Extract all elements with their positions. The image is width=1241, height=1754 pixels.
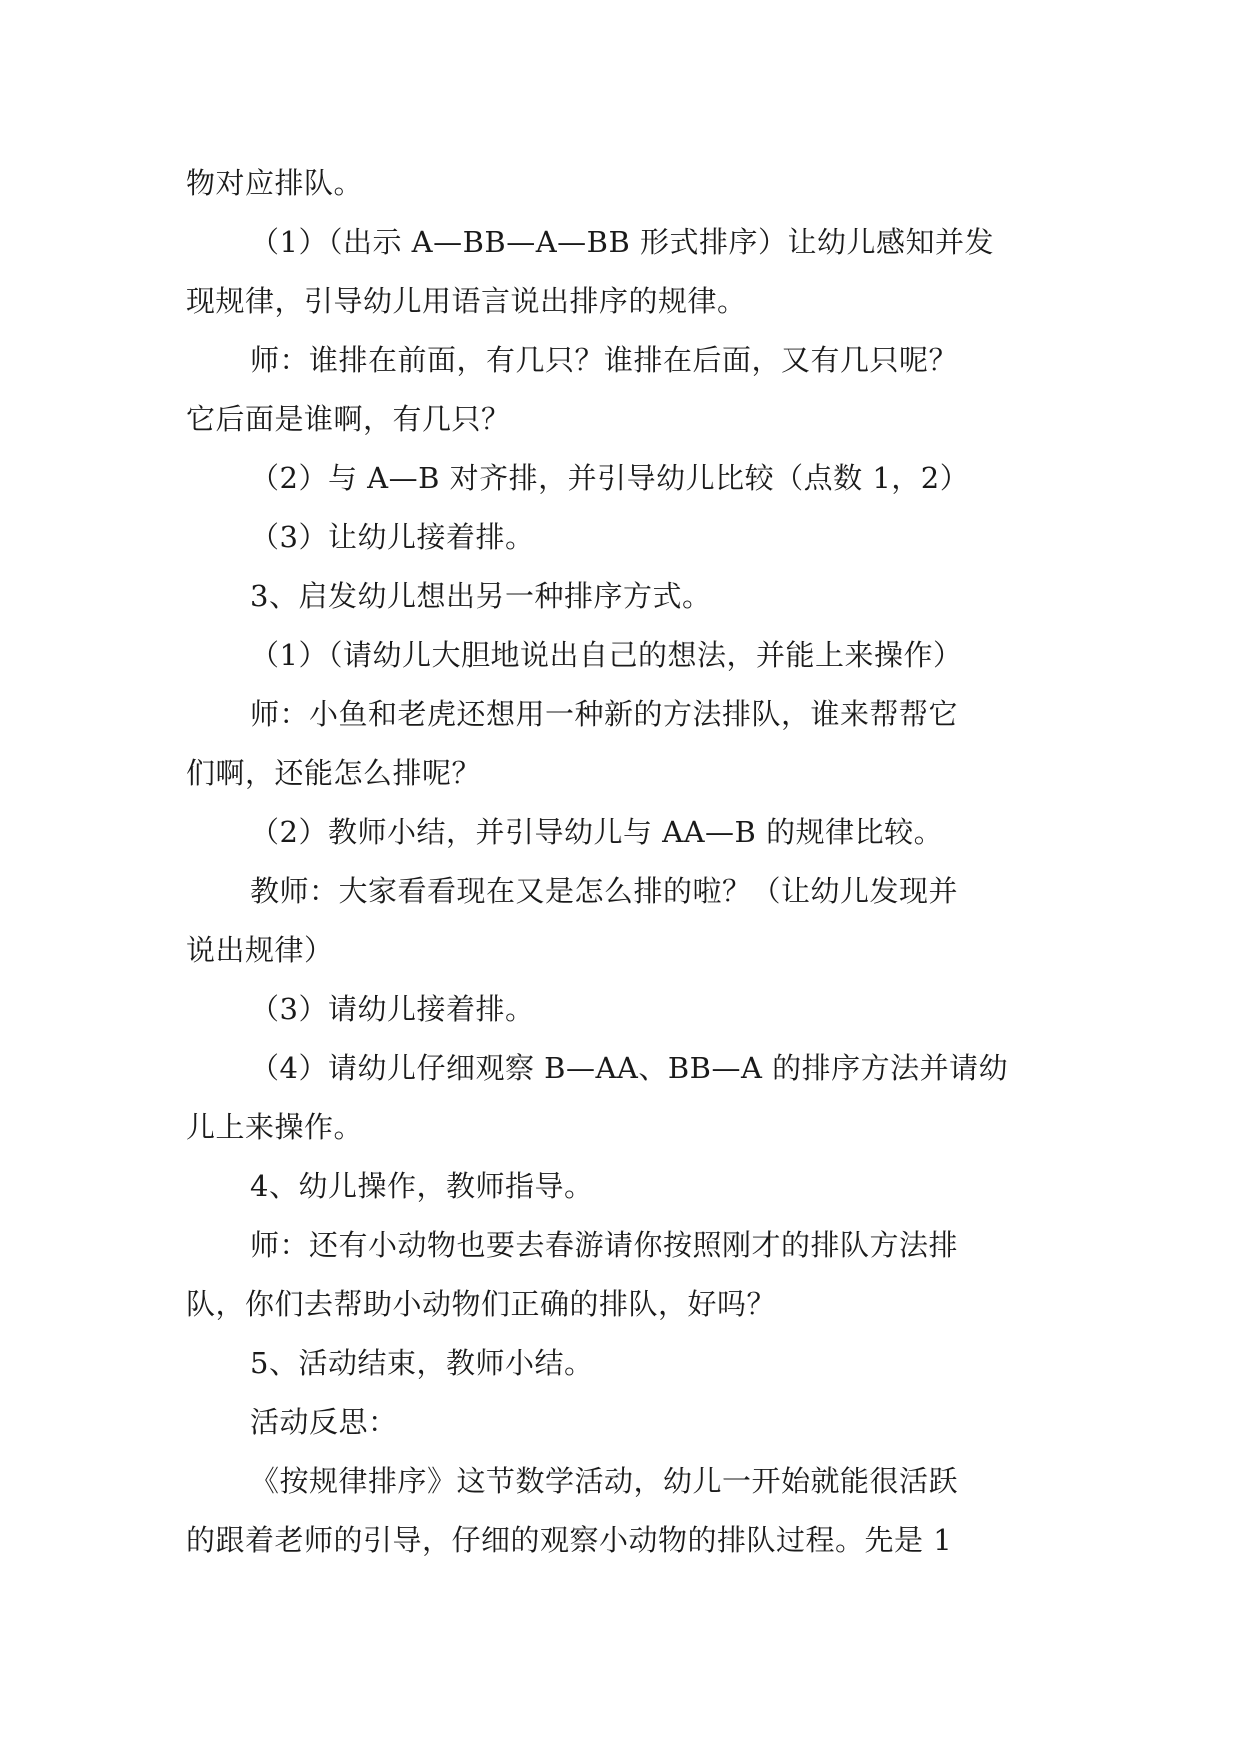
text-line: 师：还有小动物也要去春游请你按照刚才的排队方法排 xyxy=(250,1228,959,1262)
text-line: 队，你们去帮助小动物们正确的排队，好吗？ xyxy=(186,1287,777,1321)
text-line: 4、幼儿操作，教师指导。 xyxy=(250,1169,594,1203)
text-line: 说出规律） xyxy=(186,933,334,967)
text-line: 师：谁排在前面，有几只？谁排在后面，又有几只呢？ xyxy=(250,343,959,377)
text-line: 物对应排队。 xyxy=(186,166,364,200)
text-line: 教师：大家看看现在又是怎么排的啦？（让幼儿发现并 xyxy=(250,874,959,908)
text-line: （2）与 A—B 对齐排，并引导幼儿比较（点数 1，2） xyxy=(250,461,970,495)
text-line: 它后面是谁啊，有几只？ xyxy=(186,402,511,436)
text-line: 3、启发幼儿想出另一种排序方式。 xyxy=(250,579,712,613)
text-line: （3）让幼儿接着排。 xyxy=(250,520,535,554)
text-line: （1）（请幼儿大胆地说出自己的想法，并能上来操作） xyxy=(250,638,963,672)
text-line: 儿上来操作。 xyxy=(186,1110,364,1144)
text-line: （1）（出示 A—BB—A—BB 形式排序）让幼儿感知并发 xyxy=(250,225,995,259)
text-line: 5、活动结束，教师小结。 xyxy=(250,1346,594,1380)
text-line: （3）请幼儿接着排。 xyxy=(250,992,535,1026)
text-line: （2）教师小结，并引导幼儿与 AA—B 的规律比较。 xyxy=(250,815,944,849)
text-line: （4）请幼儿仔细观察 B—AA、BB—A 的排序方法并请幼 xyxy=(250,1051,1009,1085)
text-line: 《按规律排序》这节数学活动，幼儿一开始就能很活跃 xyxy=(250,1464,959,1498)
text-line: 的跟着老师的引导，仔细的观察小动物的排队过程。先是 1 xyxy=(186,1523,953,1557)
text-line: 们啊，还能怎么排呢？ xyxy=(186,756,482,790)
text-line: 活动反思： xyxy=(250,1405,398,1439)
text-line: 师：小鱼和老虎还想用一种新的方法排队，谁来帮帮它 xyxy=(250,697,959,731)
text-line: 现规律，引导幼儿用语言说出排序的规律。 xyxy=(186,284,747,318)
